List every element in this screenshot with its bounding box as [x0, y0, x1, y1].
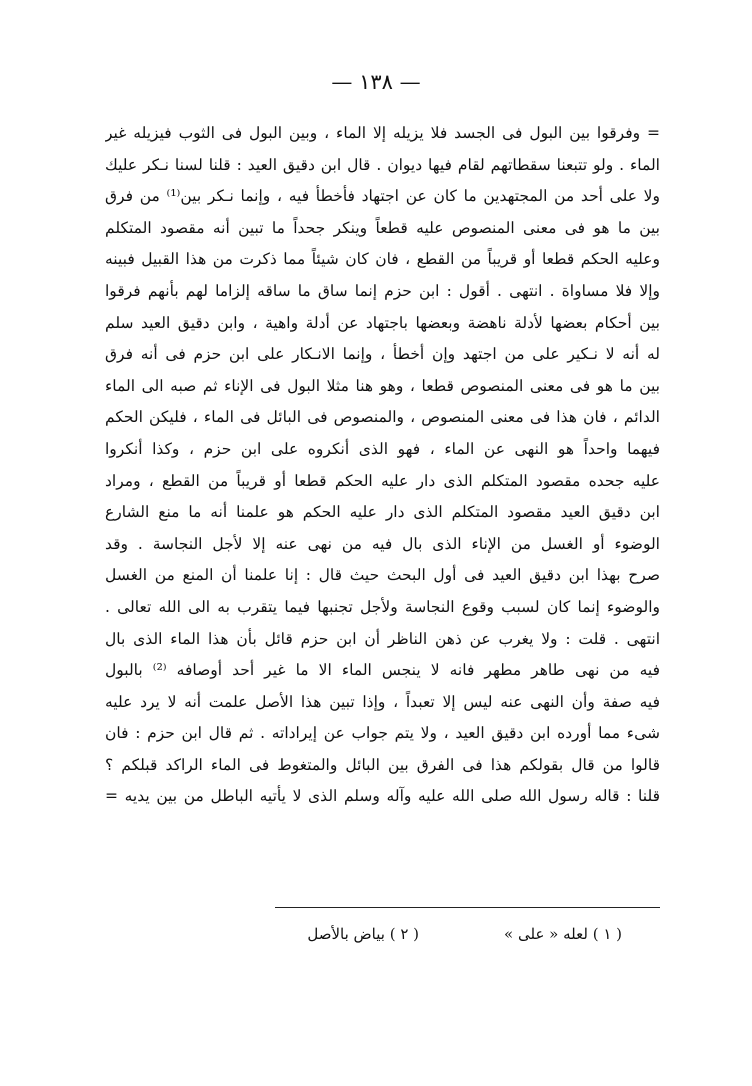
text-line: وإلا فلا مساواة . انتهى . أقول : ابن حزم إنما ساق ما ساقه إلزاما لهم بأنهم فرقوا — [105, 281, 660, 300]
text-line: ابن دقيق العيد مقصود المتكلم الذى دار عليه الحكم هو علمنا أنه ما منع الشارع — [105, 503, 660, 522]
page-number: — ١٣٨ — — [331, 70, 421, 94]
text-line: شىء مما أورده ابن دقيق العيد ، ولا يتم جواب عن إيراداته . ثم قال ابن حزم : فان — [105, 724, 660, 743]
text-line: الوضوء أو الغسل من الإناء الذى بال فيه من نهى عنه إلا لأجل النجاسة . وقد — [105, 534, 660, 553]
text-line: وعليه الحكم قطعا أو قريباً من القطع ، فان كان شيئاً مما ذكرت من هذا القبيل فبينه — [105, 250, 660, 269]
text-line: = وفرقوا بين البول فى الجسد فلا يزيله إلا الماء ، وبين البول فى الثوب فيزيله غير — [105, 124, 660, 142]
footnote-2: ( ٢ ) بياض بالأصل — [307, 925, 420, 943]
text-line: بين أحكام بعضها لأدلة ناهضة وبعضها باجتهاد عن أدلة واهية ، وابن دقيق العيد سلم — [105, 313, 660, 332]
text-line: الدائم ، فان هذا فى معنى المنصوص ، والمنصوص فى البائل فى الماء ، فليكن الحكم — [105, 408, 660, 427]
text-line: صرح بهذا ابن دقيق العيد فى أول البحث حيث قال : إنا علمنا أن المنع من الغسل — [105, 566, 660, 585]
text-line: انتهى . قلت : ولا يغرب عن ذهن الناظر أن ابن حزم قائل بأن هذا الماء الذى بال — [105, 629, 660, 648]
text-line: بين ما هو فى معنى المنصوص عليه قطعاً وينكر جحداً ما تبين أنه مقصود المتكلم — [105, 218, 660, 237]
text-line: فيه من نهى طاهر مطهر فانه لا ينجس الماء الا ما غير أحد أوصافه ⁽²⁾ بالبول — [105, 661, 660, 680]
text-line: قالوا من قال بقولكم هذا فى الفرق بين البائل والمتغوط فى الماء الراكد قبلكم ؟ — [105, 755, 660, 774]
text-line: قلنا : قاله رسول الله صلى الله عليه وآله وسلم الذى لا يأتيه الباطل من بين يديه = — [105, 787, 660, 806]
footnote-1: ( ١ ) لعله « على » — [504, 925, 622, 943]
text-line: والوضوء إنما كان لسبب وقوع النجاسة ولأجل تجنبها فيما يتقرب به الى الله تعالى . — [105, 597, 660, 616]
text-line: عليه جحده مقصود المتكلم الذى دار عليه الحكم قطعا أو قريباً من القطع ، ومراد — [105, 471, 660, 490]
text-line: له أنه لا نـكير على من اجتهد وإن أخطأ ، وإنما الانـكار على ابن حزم فى أنه فرق — [105, 345, 660, 364]
body-text — [105, 118, 660, 813]
text-line: الماء . ولو تتبعنا سقطاتهم لقام فيها ديوان . قال ابن دقيق العيد : قلنا لسنا نـكر عليك — [105, 155, 660, 174]
text-line: بين ما هو فى معنى المنصوص قطعا ، وهو هنا مثلا البول فى الإناء ثم صبه الى الماء — [105, 376, 660, 395]
text-line: ولا على أحد من المجتهدين ما كان عن اجتهاد فأخطأ فيه ، وإنما نـكر بين⁽¹⁾ من فرق — [105, 187, 660, 206]
footnotes — [202, 925, 622, 943]
text-line: فيهما واحداً هو النهى عن الماء ، فهو الذى أنكروه على ابن حزم ، وكذا أنكروا — [105, 439, 660, 458]
footnote-divider — [275, 907, 660, 908]
text-line: فيه صفة وأن النهى عنه ليس إلا تعبداً ، وإذا تبين هذا الأصل علمت أنه لا يرد عليه — [105, 692, 660, 711]
